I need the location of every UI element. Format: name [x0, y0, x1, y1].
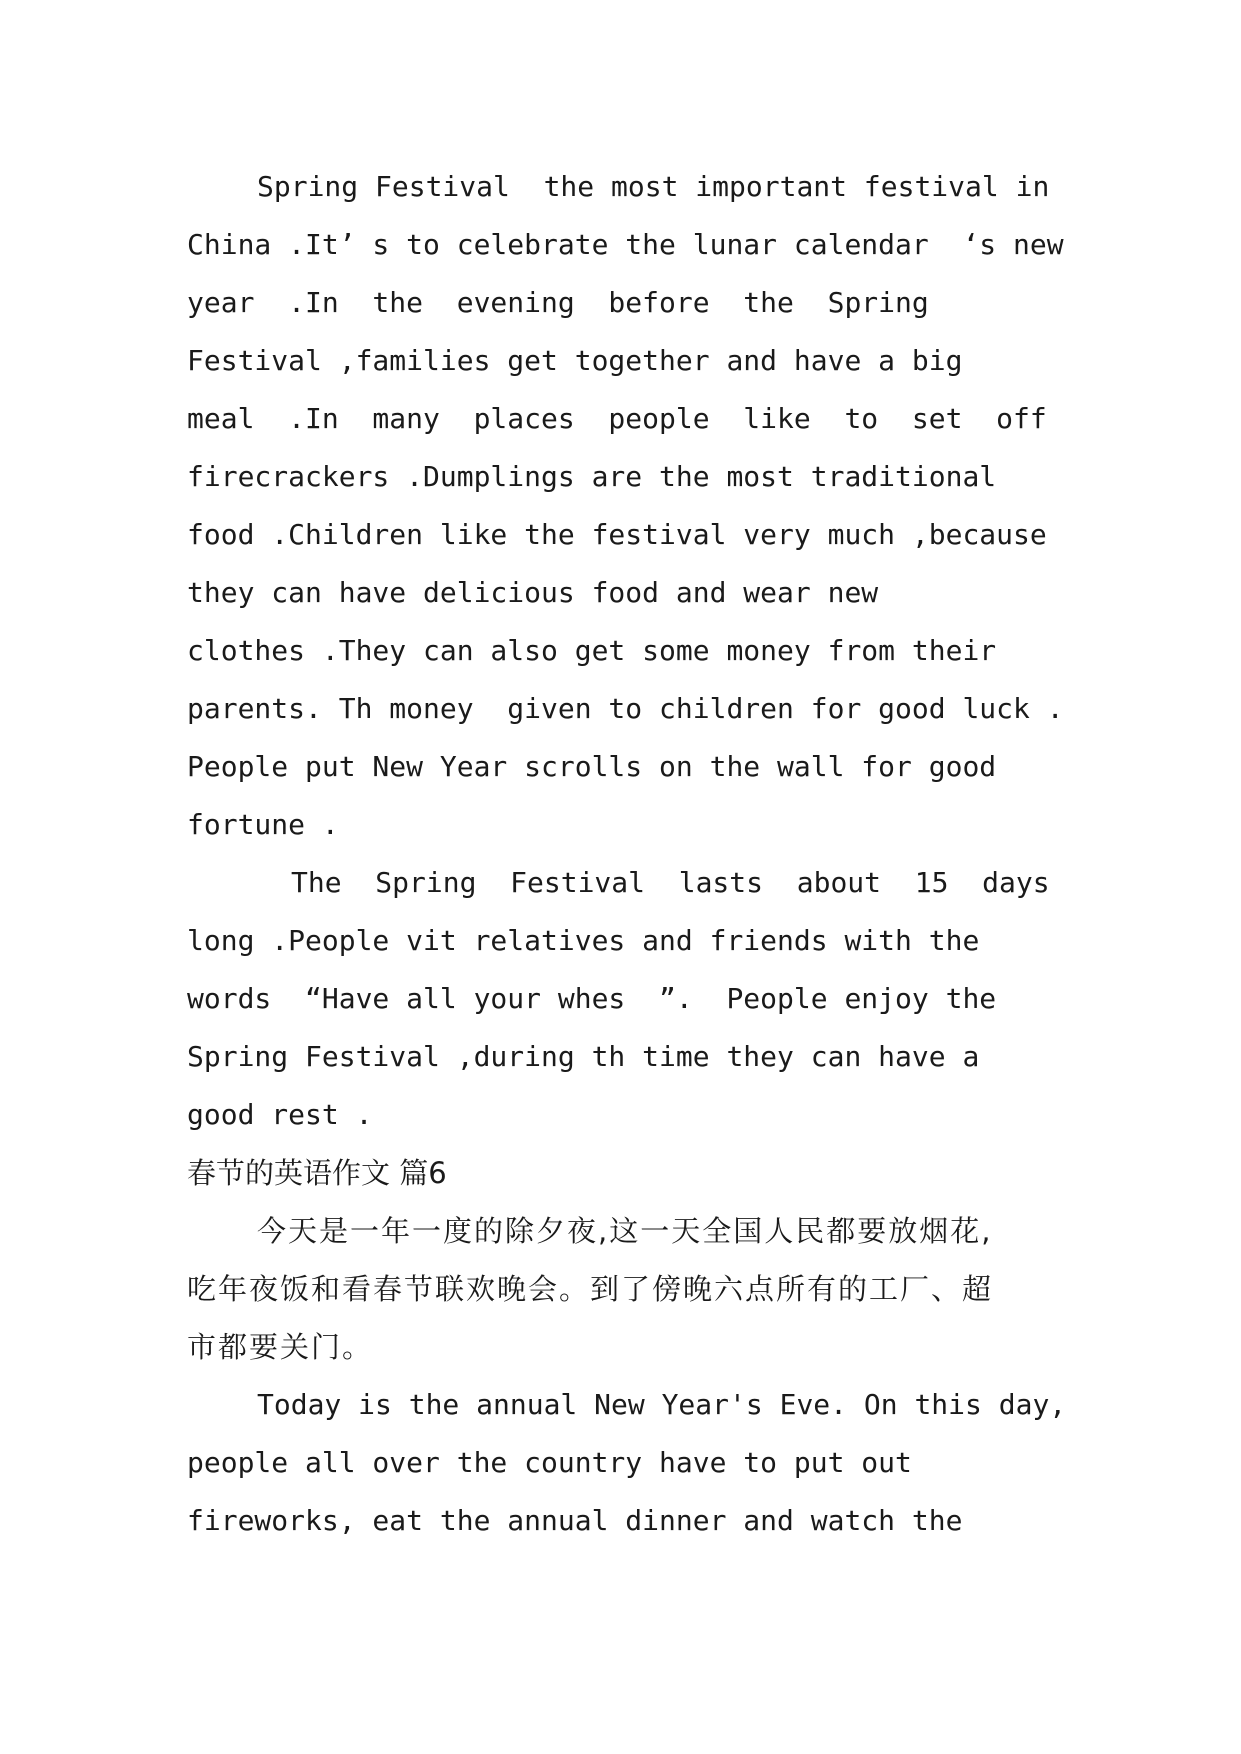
- text-line: they can have delicious food and wear new: [187, 576, 879, 609]
- text-line: 吃年夜饭和看春节联欢晚会。到了傍晚六点所有的工厂、超: [187, 1272, 994, 1306]
- text-line: 市都要关门。: [187, 1330, 374, 1364]
- text-line: words “Have all your whes ”. People enjoy the: [187, 982, 997, 1015]
- text-line: Festival ,families get together and have a big: [187, 344, 963, 377]
- paragraph-new-years-eve-en: [187, 1376, 1067, 1550]
- text-line: people all over the country have to put out: [187, 1446, 912, 1479]
- text-line: meal .In many places people like to set off: [187, 402, 1047, 435]
- document-body: [187, 158, 1067, 1550]
- text-line: fireworks, eat the annual dinner and watch the: [187, 1504, 963, 1537]
- text-line: China .It’ s to celebrate the lunar calendar ‘s new: [187, 228, 1064, 261]
- text-line: Today is the annual New Year's Eve. On this day,: [257, 1388, 1067, 1421]
- text-line: long .People vit relatives and friends with the: [187, 924, 980, 957]
- text-line: food .Children like the festival very much ,because: [187, 518, 1047, 551]
- text-line: good rest .: [187, 1098, 373, 1131]
- paragraph-new-years-eve-cn: [187, 1202, 1047, 1376]
- text-line: The Spring Festival lasts about 15 days: [291, 866, 1050, 899]
- text-line: People put New Year scrolls on the wall for good: [187, 750, 997, 783]
- section-heading: 春节的英语作文 篇6: [187, 1156, 447, 1190]
- text-line: firecrackers .Dumplings are the most traditional: [187, 460, 997, 493]
- text-line: year .In the evening before the Spring: [187, 286, 929, 319]
- text-line: fortune .: [187, 808, 339, 841]
- text-line: Spring Festival ,during th time they can have a: [187, 1040, 980, 1073]
- text-line: Spring Festival the most important festival in: [257, 170, 1050, 203]
- text-line: parents. Th money given to children for good luck .: [187, 692, 1064, 725]
- text-line: clothes .They can also get some money from their: [187, 634, 997, 667]
- paragraph-spring-festival-duration: [187, 854, 1050, 1144]
- paragraph-spring-festival-intro: [187, 158, 1064, 854]
- text-line: 今天是一年一度的除夕夜,这一天全国人民都要放烟花,: [257, 1214, 993, 1248]
